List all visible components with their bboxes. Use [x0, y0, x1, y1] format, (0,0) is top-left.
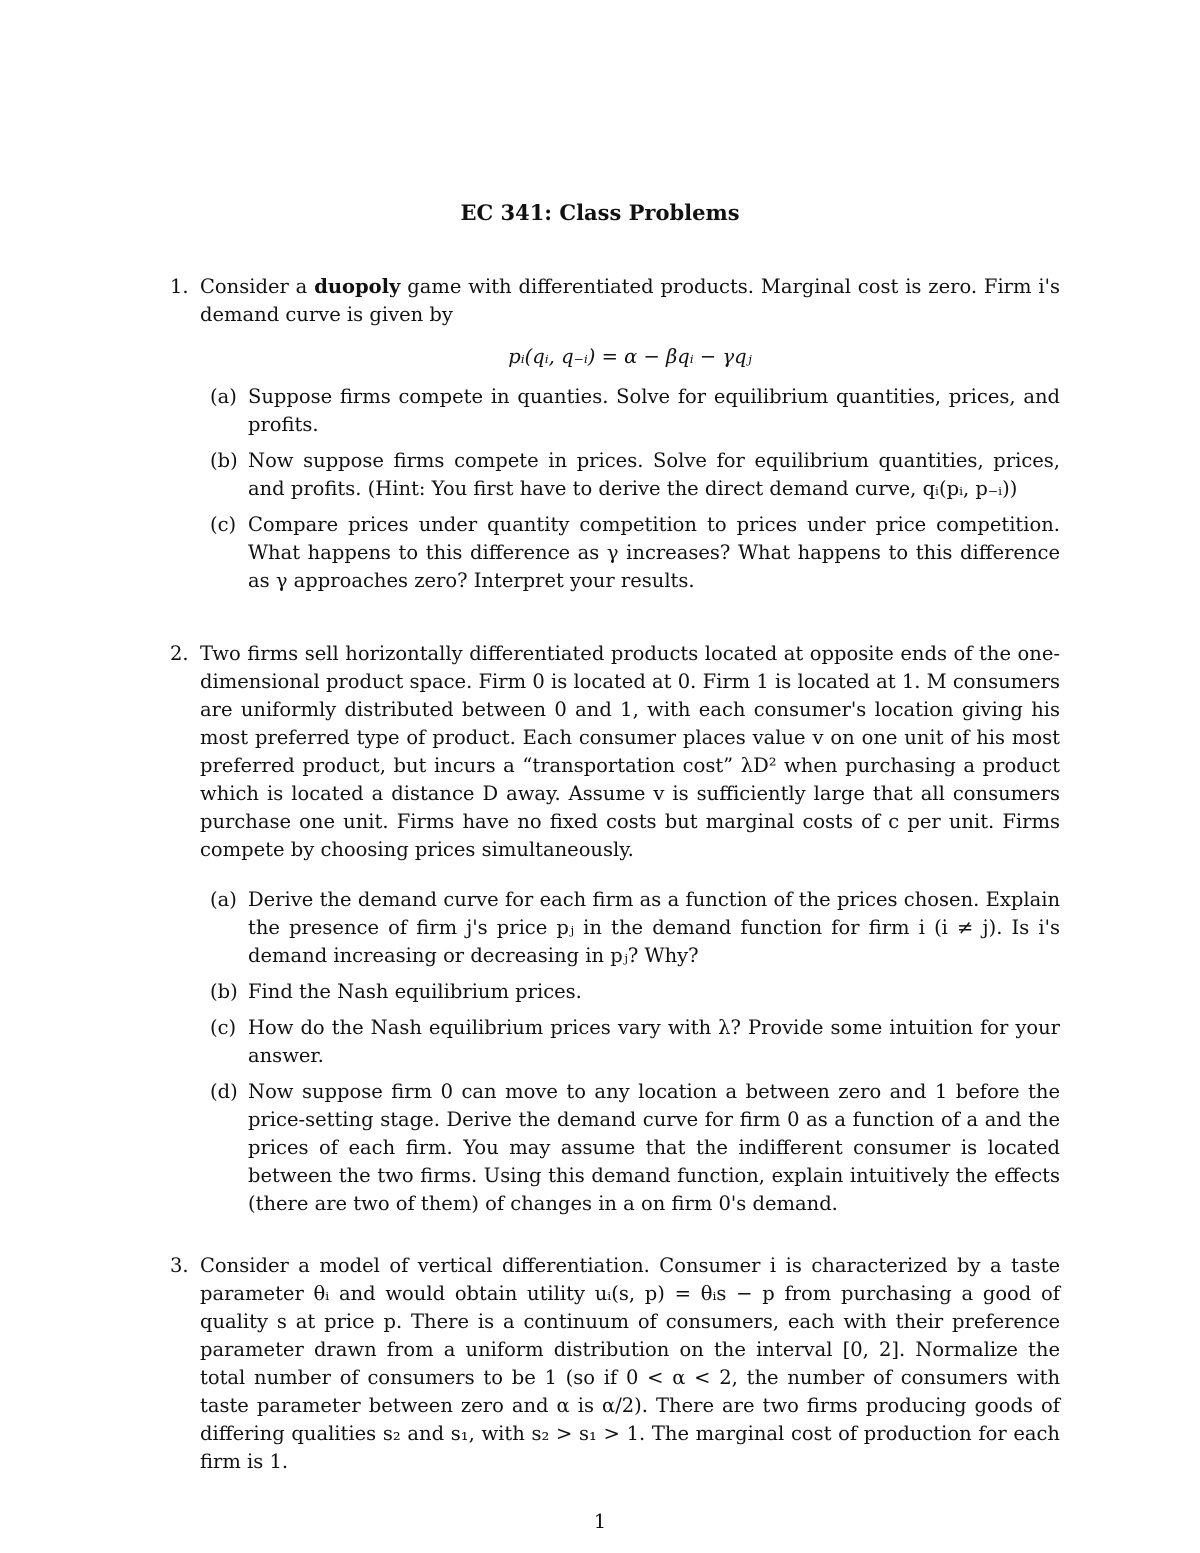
problem-intro: [200, 273, 1060, 329]
problem-number: 1.: [170, 275, 189, 298]
intro-bold: duopoly: [314, 275, 401, 298]
part-a: [170, 383, 1060, 439]
part-label: (d): [210, 1080, 238, 1103]
part-b: [170, 447, 1060, 503]
page-number: 1: [593, 1510, 607, 1533]
problem-number: 2.: [170, 642, 189, 665]
intro-text-a: Consider a: [200, 275, 315, 298]
problem-2: [170, 640, 1060, 1218]
part-text: Now suppose firms compete in prices. Solve for equilibrium quantities, prices, and profits. (Hint: You first have to derive the direct demand curve, qᵢ(pᵢ, p₋ᵢ)): [248, 449, 1060, 500]
part-a: [170, 886, 1060, 970]
part-label: (b): [210, 980, 238, 1003]
part-label: (a): [210, 888, 237, 911]
part-text: Suppose firms compete in quanties. Solve for equilibrium quantities, prices, and profits.: [248, 385, 1060, 436]
intro-text-b: game with differentiated products. Marginal cost is zero. Firm i's demand curve is given by: [200, 275, 1060, 326]
part-d: [170, 1078, 1060, 1218]
part-text: Derive the demand curve for each firm as a function of the prices chosen. Explain the presence of firm j's price pⱼ in the demand function for firm i (i ≠ j). Is i's demand increasing or decreasing in pⱼ? Why?: [248, 888, 1060, 967]
part-text: How do the Nash equilibrium prices vary with λ? Provide some intuition for your answer.: [248, 1016, 1060, 1067]
part-c: [170, 1014, 1060, 1070]
part-b: [170, 978, 1060, 1006]
problem-1: [170, 273, 1060, 595]
part-text: Now suppose firm 0 can move to any location a between zero and 1 before the price-setting stage. Derive the demand curve for firm 0 as a function of a and the prices of each firm. You may assume that the indifferent consumer is located between the two firms. Using this demand function, explain intuitively the effects (there are two of them) of changes in a on firm 0's demand.: [248, 1080, 1060, 1215]
part-label: (c): [210, 513, 237, 536]
demand-equation: pᵢ(qᵢ, q₋ᵢ) = α − βqᵢ − γqⱼ: [508, 345, 752, 368]
part-label: (c): [210, 1016, 237, 1039]
part-text: Find the Nash equilibrium prices.: [248, 980, 582, 1003]
problem-number: 3.: [170, 1254, 189, 1277]
part-label: (b): [210, 449, 238, 472]
page-title: EC 341: Class Problems: [460, 200, 740, 225]
part-text: Compare prices under quantity competition to prices under price competition. What happens to this difference as γ increases? What happens to this difference as γ approaches zero? Interpret your results.: [248, 513, 1060, 592]
part-label: (a): [210, 385, 237, 408]
problem-intro: Two firms sell horizontally differentiated products located at opposite ends of the one-dimensional product space. Firm 0 is located at 0. Firm 1 is located at 1. M consumers are uniformly distributed between 0 and 1, with each consumer's location giving his most preferred type of product. Each consumer places value v on one unit of his most preferred product, but incurs a “transportation cost” λD² when purchasing a product which is located a distance D away. Assume v is sufficiently large that all consumers purchase one unit. Firms have no fixed costs but marginal costs of c per unit. Firms compete by choosing prices simultaneously.: [200, 642, 1060, 861]
problem-3: [170, 1252, 1060, 1476]
part-c: [170, 511, 1060, 595]
problem-intro: Consider a model of vertical differentiation. Consumer i is characterized by a taste parameter θᵢ and would obtain utility uᵢ(s, p) = θᵢs − p from purchasing a good of quality s at price p. There is a continuum of consumers, each with their preference parameter drawn from a uniform distribution on the interval [0, 2]. Normalize the total number of consumers to be 1 (so if 0 < α < 2, the number of consumers with taste parameter between zero and α is α/2). There are two firms producing goods of differing qualities s₂ and s₁, with s₂ > s₁ > 1. The marginal cost of production for each firm is 1.: [200, 1254, 1060, 1473]
